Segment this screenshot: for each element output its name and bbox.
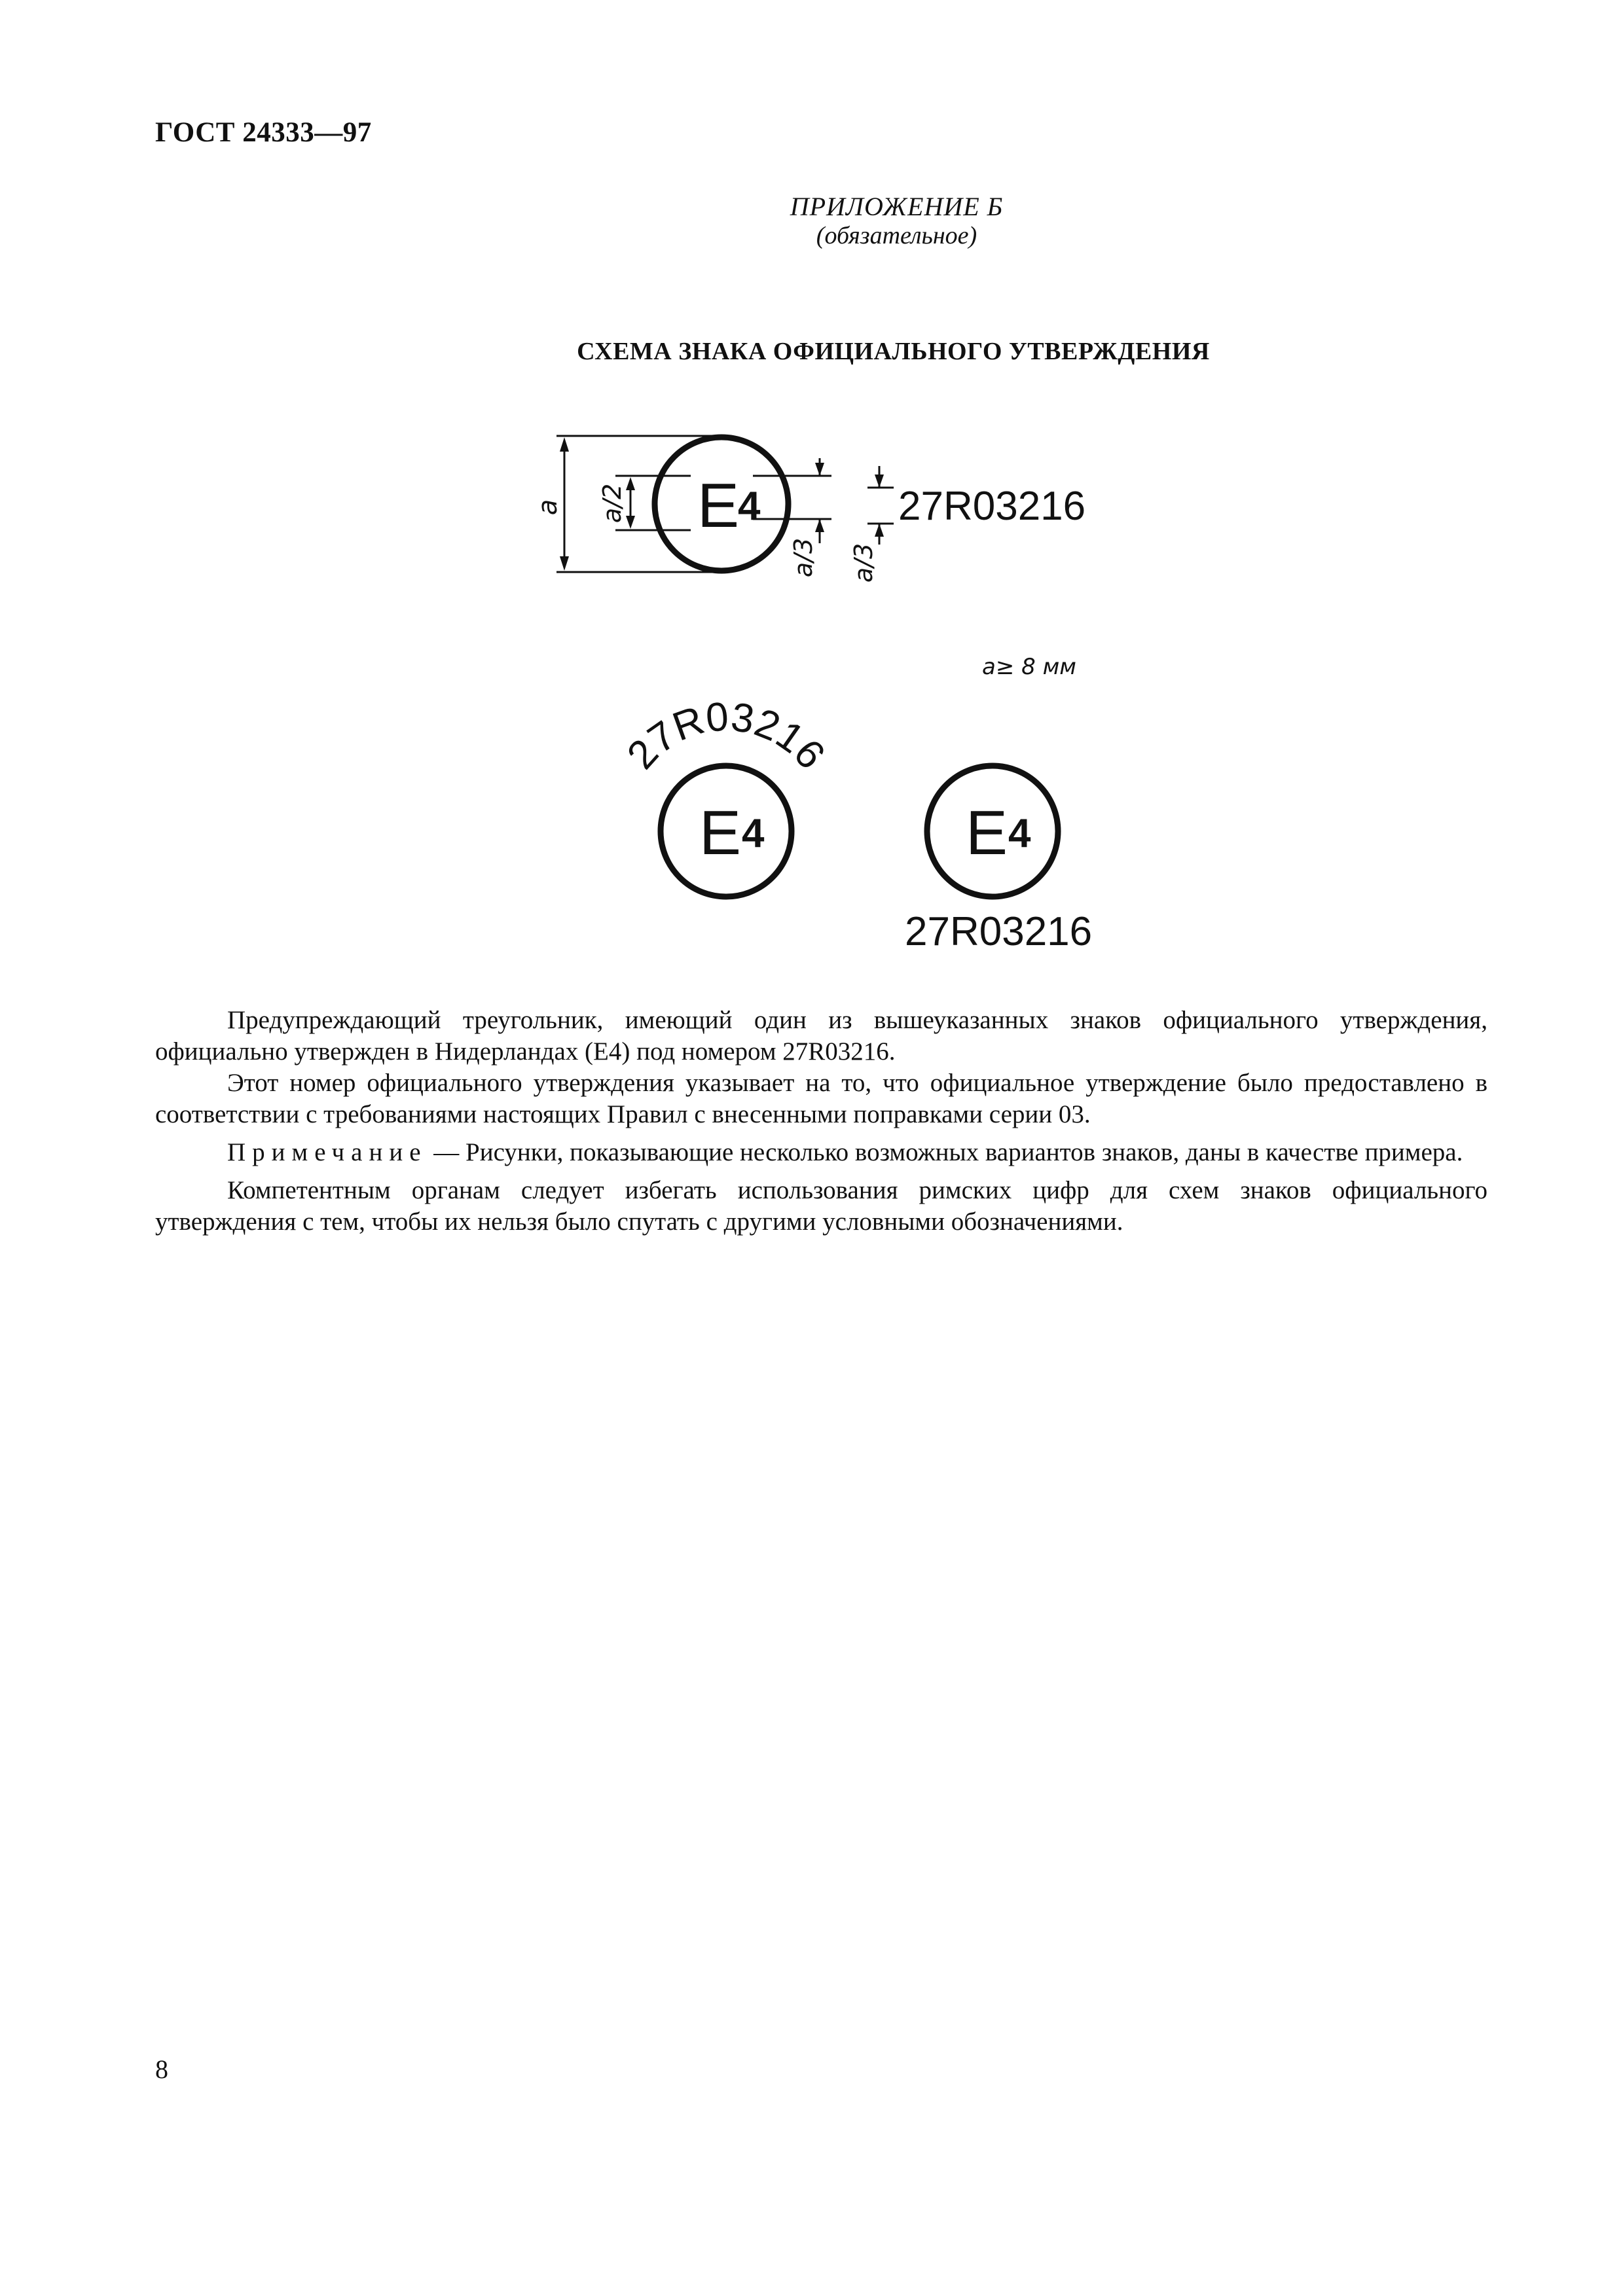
mark-letter-below: E [966, 798, 1008, 868]
approval-number-below: 27R03216 [905, 909, 1093, 954]
mark-number: 4 [738, 484, 761, 529]
note-paragraph [155, 1137, 1487, 1168]
size-condition: a≥ 8 мм [982, 654, 1076, 680]
mark-letter-arched: E [699, 798, 742, 868]
mark-number-arched: 4 [742, 811, 765, 856]
page-number: 8 [155, 2054, 168, 2084]
dimension-a-label: a [533, 499, 563, 516]
approval-mark-figure [0, 0, 1623, 982]
section-title: СХЕМА ЗНАКА ОФИЦИАЛЬНОГО УТВЕРЖДЕНИЯ [577, 338, 1210, 365]
approval-number: 27R03216 [898, 484, 1086, 529]
dimension-a-third-label-2: a/3 [849, 543, 878, 583]
appendix-status: (обязательное) [816, 222, 977, 249]
mark-letter: E [697, 471, 740, 541]
paragraph-1: Предупреждающий треугольник, имеющий один из вышеуказанных знаков официального утверждения, официально утвержден в Нидерландах (Е4) под номером 27R03216. [155, 1006, 1487, 1066]
dimension-a-third-label: a/3 [789, 537, 818, 578]
paragraph-2: Этот номер официального утверждения указывает на то, что официальное утверждение было предоставлено в соответствии с требованиями настоящих Правил с внесенными поправками серии 03. [155, 1069, 1487, 1128]
note-label: Примечание [227, 1138, 428, 1166]
document-code: ГОСТ 24333—97 [155, 117, 372, 148]
appendix-title: ПРИЛОЖЕНИЕ Б [790, 192, 1004, 221]
body-text [155, 1005, 1487, 1244]
mark-number-below: 4 [1008, 811, 1031, 856]
dimension-a-half-label: a/2 [598, 483, 627, 524]
approval-number-arched: 27R03216 [618, 694, 834, 778]
paragraph-4: Компетентным органам следует избегать использования римских цифр для схем знаков официального утверждения с тем, чтобы их нельзя было спутать с другими условными обозначениями. [155, 1176, 1487, 1236]
note-text: — Рисунки, показывающие несколько возможных вариантов знаков, даны в качестве примера. [433, 1138, 1463, 1166]
